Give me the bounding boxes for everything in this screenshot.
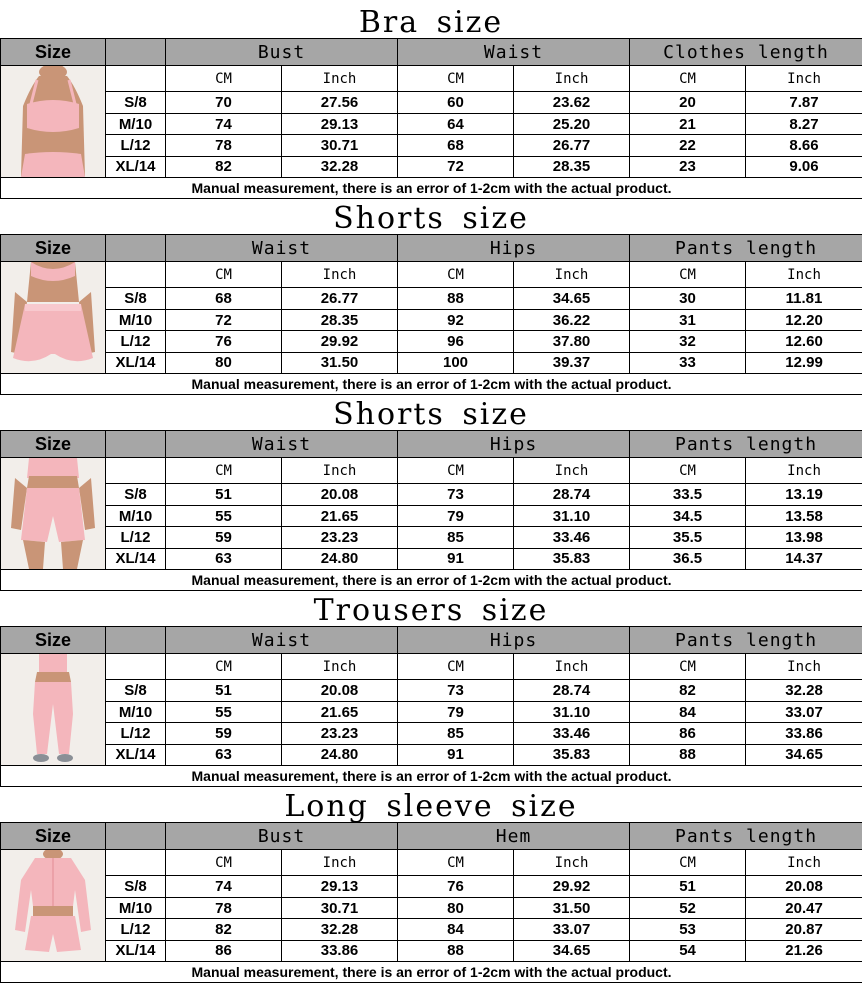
unit-cm: CM <box>630 262 746 288</box>
table-row: M/10 72 28.35 92 36.22 31 12.20 <box>1 309 862 330</box>
size-section-trousers <box>0 588 862 784</box>
table-row: XL/14 63 24.80 91 35.83 88 34.65 <box>1 744 862 765</box>
unit-cm: CM <box>630 66 746 92</box>
size-table <box>0 626 862 787</box>
group-header: Pants length <box>630 235 862 262</box>
group-header: Hem <box>398 823 630 850</box>
table-row: M/10 78 30.71 80 31.50 52 20.47 <box>1 897 862 918</box>
size-table <box>0 822 862 983</box>
table-row: XL/14 80 31.50 100 39.37 33 12.99 <box>1 352 862 373</box>
table-row: M/10 55 21.65 79 31.10 34.5 13.58 <box>1 505 862 526</box>
size-section-bra <box>0 0 862 196</box>
group-header: Bust <box>166 39 398 66</box>
group-header: Clothes length <box>630 39 862 66</box>
table-row: S/8 70 27.56 60 23.62 20 7.87 <box>1 92 862 113</box>
unit-cm: CM <box>166 654 282 680</box>
unit-cm: CM <box>166 262 282 288</box>
unit-cm: CM <box>166 66 282 92</box>
unit-cm: CM <box>398 458 514 484</box>
unit-inch: Inch <box>282 850 398 876</box>
unit-inch: Inch <box>746 654 862 680</box>
group-header: Pants length <box>630 431 862 458</box>
unit-cm: CM <box>398 66 514 92</box>
unit-inch: Inch <box>514 458 630 484</box>
unit-cm: CM <box>166 850 282 876</box>
measurement-note: Manual measurement, there is an error of 1-2cm with the actual product. <box>1 766 862 787</box>
unit-cm: CM <box>630 654 746 680</box>
long-sleeve-photo-illustration <box>1 850 105 961</box>
unit-inch: Inch <box>746 262 862 288</box>
group-header: Pants length <box>630 823 862 850</box>
table-row: S/8 74 29.13 76 29.92 51 20.08 <box>1 876 862 897</box>
unit-inch: Inch <box>282 262 398 288</box>
section-title: Long sleeve size <box>0 784 862 822</box>
group-header: Hips <box>398 235 630 262</box>
table-row: XL/14 82 32.28 72 28.35 23 9.06 <box>1 156 862 177</box>
leggings-photo-illustration <box>1 654 105 765</box>
product-photo <box>1 458 106 570</box>
measurement-note: Manual measurement, there is an error of 1-2cm with the actual product. <box>1 178 862 199</box>
unit-inch: Inch <box>746 458 862 484</box>
section-title: Shorts size <box>0 392 862 430</box>
table-row: M/10 74 29.13 64 25.20 21 8.27 <box>1 113 862 134</box>
unit-inch: Inch <box>514 850 630 876</box>
unit-inch: Inch <box>282 654 398 680</box>
section-title: Shorts size <box>0 196 862 234</box>
group-header: Hips <box>398 431 630 458</box>
measurement-note: Manual measurement, there is an error of 1-2cm with the actual product. <box>1 374 862 395</box>
bra-photo-illustration <box>1 66 105 177</box>
unit-inch: Inch <box>514 654 630 680</box>
size-table <box>0 234 862 395</box>
bike-shorts-photo-illustration <box>1 458 105 569</box>
group-header: Hips <box>398 627 630 654</box>
group-header: Waist <box>166 431 398 458</box>
section-title: Trousers size <box>0 588 862 626</box>
size-header-spacer <box>106 823 166 850</box>
unit-inch: Inch <box>514 66 630 92</box>
table-row: XL/14 86 33.86 88 34.65 54 21.26 <box>1 940 862 961</box>
table-row: M/10 55 21.65 79 31.10 84 33.07 <box>1 701 862 722</box>
unit-inch: Inch <box>746 850 862 876</box>
shorts-photo-illustration <box>1 262 105 373</box>
product-photo <box>1 262 106 374</box>
unit-cm: CM <box>630 458 746 484</box>
table-row: S/8 51 20.08 73 28.74 33.5 13.19 <box>1 484 862 505</box>
unit-inch: Inch <box>282 66 398 92</box>
size-table <box>0 430 862 591</box>
group-header: Bust <box>166 823 398 850</box>
size-section-long-sleeve <box>0 784 862 981</box>
measurement-note: Manual measurement, there is an error of 1-2cm with the actual product. <box>1 962 862 983</box>
table-row: XL/14 63 24.80 91 35.83 36.5 14.37 <box>1 548 862 569</box>
table-row: S/8 51 20.08 73 28.74 82 32.28 <box>1 680 862 701</box>
table-row: S/8 68 26.77 88 34.65 30 11.81 <box>1 288 862 309</box>
size-header: Size <box>1 39 106 66</box>
unit-cm: CM <box>166 458 282 484</box>
size-header: Size <box>1 235 106 262</box>
size-header-spacer <box>106 39 166 66</box>
group-header: Waist <box>166 235 398 262</box>
table-row: L/12 76 29.92 96 37.80 32 12.60 <box>1 331 862 352</box>
unit-cm: CM <box>630 850 746 876</box>
unit-inch: Inch <box>282 458 398 484</box>
size-table <box>0 38 862 199</box>
size-header-spacer <box>106 235 166 262</box>
size-header-spacer <box>106 627 166 654</box>
group-header: Waist <box>166 627 398 654</box>
unit-inch: Inch <box>514 262 630 288</box>
table-row: L/12 59 23.23 85 33.46 35.5 13.98 <box>1 527 862 548</box>
size-section-shorts-2 <box>0 392 862 588</box>
unit-cm: CM <box>398 850 514 876</box>
group-header: Pants length <box>630 627 862 654</box>
size-header: Size <box>1 627 106 654</box>
group-header: Waist <box>398 39 630 66</box>
size-section-shorts-1 <box>0 196 862 392</box>
product-photo <box>1 66 106 178</box>
section-title: Bra size <box>0 0 862 38</box>
table-row: L/12 59 23.23 85 33.46 86 33.86 <box>1 723 862 744</box>
product-photo <box>1 850 106 962</box>
unit-cm: CM <box>398 654 514 680</box>
table-row: L/12 78 30.71 68 26.77 22 8.66 <box>1 135 862 156</box>
table-row: L/12 82 32.28 84 33.07 53 20.87 <box>1 919 862 940</box>
size-header-spacer <box>106 431 166 458</box>
size-header: Size <box>1 823 106 850</box>
product-photo <box>1 654 106 766</box>
unit-cm: CM <box>398 262 514 288</box>
size-header: Size <box>1 431 106 458</box>
measurement-note: Manual measurement, there is an error of 1-2cm with the actual product. <box>1 570 862 591</box>
unit-inch: Inch <box>746 66 862 92</box>
